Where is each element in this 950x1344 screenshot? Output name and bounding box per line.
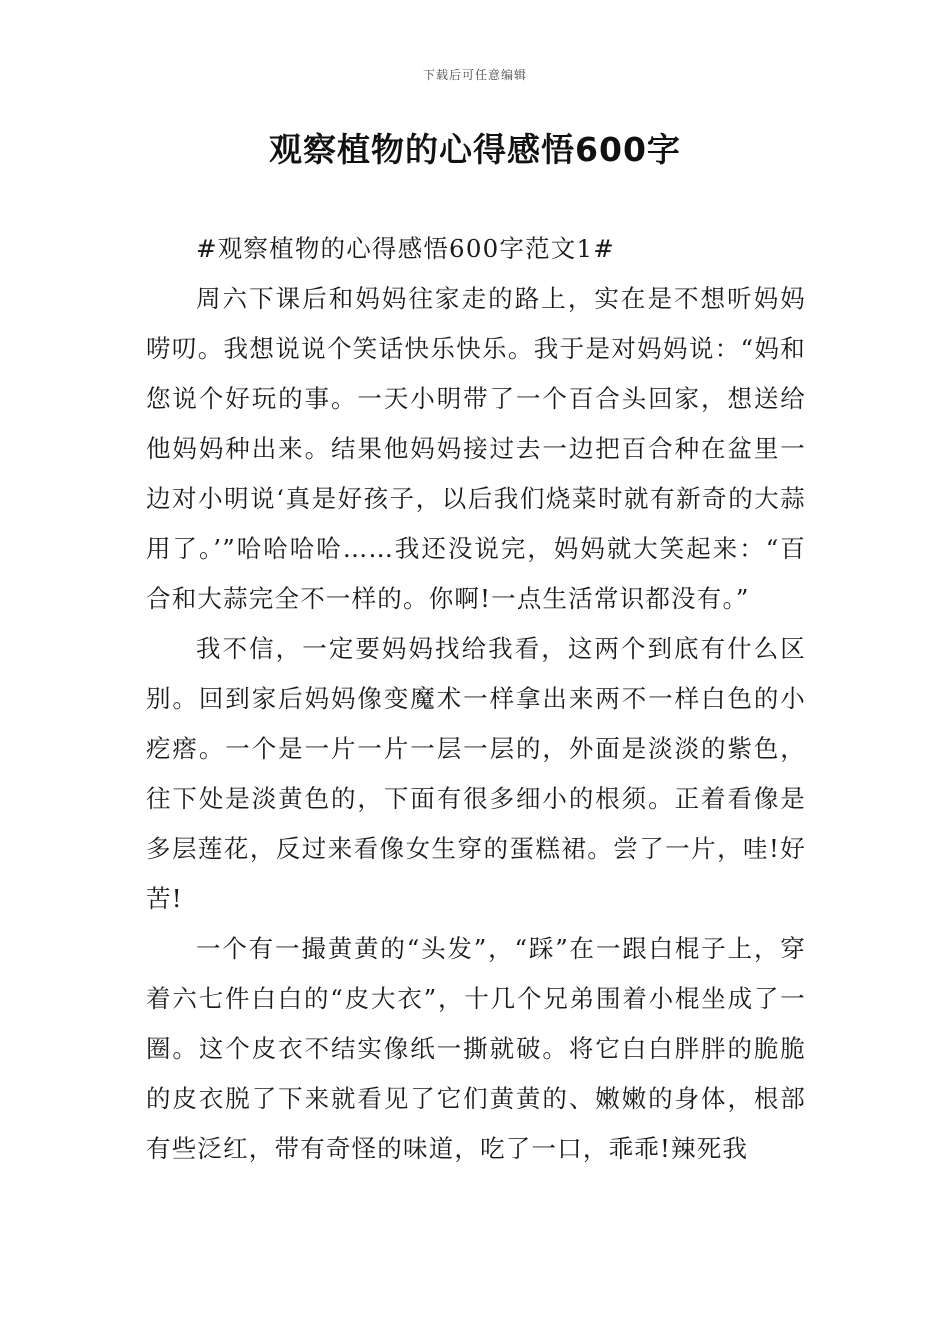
- document-body: [146, 224, 806, 1174]
- paragraph-3: 一个有一撮黄黄的“头发”，“踩”在一跟白棍子上，穿着六七件白白的“皮大衣”，十几个兄弟围着小棍坐成了一圈。这个皮衣不结实像纸一撕就破。将它白白胖胖的脆脆的皮衣脱了下来就看见了它们黄黄的、嫩嫩的身体，根部有些泛红，带有奇怪的味道，吃了一口，乖乖!辣死我: [146, 934, 806, 1163]
- download-note: 下载后可任意编辑: [422, 68, 527, 82]
- paragraph-1: 周六下课后和妈妈往家走的路上，实在是不想听妈妈唠叨。我想说说个笑话快乐快乐。我于是对妈妈说：“妈和您说个好玩的事。一天小明带了一个百合头回家，想送给他妈妈种出来。结果他妈妈接过去一边把百合种在盆里一边对小明说‘真是好孩子，以后我们烧菜时就有新奇的大蒜用了。’”哈哈哈哈……我还没说完，妈妈就大笑起来：“百合和大蒜完全不一样的。你啊!一点生活常识都没有。”: [146, 284, 806, 613]
- page-title: 观察植物的心得感悟600字: [269, 130, 681, 169]
- paragraph-2: 我不信，一定要妈妈找给我看，这两个到底有什么区别。回到家后妈妈像变魔术一样拿出来两不一样白色的小疙瘩。一个是一片一片一层一层的，外面是淡淡的紫色，往下处是淡黄色的，下面有很多细小的根须。正着看像是多层莲花，反过来看像女生穿的蛋糕裙。尝了一片，哇!好苦!: [146, 634, 806, 913]
- section-subheading: #观察植物的心得感悟600字范文1#: [196, 234, 616, 263]
